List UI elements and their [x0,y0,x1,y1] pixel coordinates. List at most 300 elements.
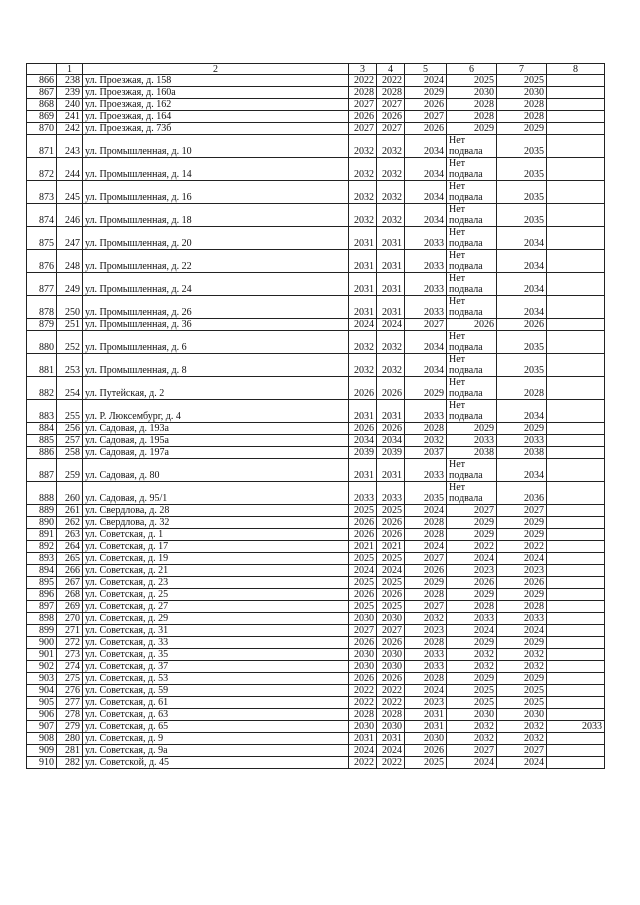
table-row [27,517,605,529]
year-col3-cell: 2032 [349,181,377,204]
address-cell: ул. Советская, д. 53 [83,673,349,685]
col6-cell: 2028 [447,99,497,111]
address-cell: ул. Садовая, д. 197а [83,447,349,459]
year-col7-cell: 2028 [497,377,547,400]
row-number-cell: 897 [27,601,57,613]
col8-cell [547,158,605,181]
table-row [27,319,605,331]
year-col3-cell: 2031 [349,250,377,273]
house-number-cell: 259 [57,459,83,482]
year-col4-cell: 2026 [377,517,405,529]
year-col3-cell: 2022 [349,685,377,697]
col8-cell [547,482,605,505]
year-col7-cell: 2035 [497,354,547,377]
year-col7-cell: 2026 [497,577,547,589]
house-number-cell: 253 [57,354,83,377]
year-col4-cell: 2031 [377,250,405,273]
year-col5-cell: 2028 [405,589,447,601]
year-col3-cell: 2024 [349,745,377,757]
row-number-cell: 899 [27,625,57,637]
year-col3-cell: 2025 [349,505,377,517]
col6-cell: 2027 [447,745,497,757]
year-col7-cell: 2025 [497,697,547,709]
row-number-cell: 880 [27,331,57,354]
col8-cell [547,319,605,331]
year-col3-cell: 2033 [349,482,377,505]
year-col5-cell: 2033 [405,250,447,273]
row-number-cell: 875 [27,227,57,250]
col6-cell: 2028 [447,601,497,613]
year-col3-cell: 2039 [349,447,377,459]
year-col3-cell: 2032 [349,331,377,354]
year-col3-cell: 2026 [349,637,377,649]
year-col7-cell: 2034 [497,227,547,250]
col6-cell: 2033 [447,613,497,625]
house-number-cell: 277 [57,697,83,709]
year-col3-cell: 2025 [349,553,377,565]
col8-cell [547,529,605,541]
col8-cell [547,649,605,661]
col8-cell [547,250,605,273]
table-row [27,589,605,601]
table-row [27,459,605,482]
row-number-cell: 873 [27,181,57,204]
col6-cell: 2022 [447,541,497,553]
year-col7-cell: 2032 [497,721,547,733]
col6-cell: 2038 [447,447,497,459]
year-col7-cell: 2035 [497,181,547,204]
col6-cell: 2029 [447,673,497,685]
year-col5-cell: 2032 [405,613,447,625]
year-col5-cell: 2032 [405,435,447,447]
table-row [27,577,605,589]
table-body [27,75,605,769]
address-cell: ул. Промышленная, д. 22 [83,250,349,273]
row-number-cell: 866 [27,75,57,87]
table-row [27,649,605,661]
house-number-cell: 269 [57,601,83,613]
row-number-cell: 882 [27,377,57,400]
year-col7-cell: 2030 [497,709,547,721]
col6-cell: Нет подвала [447,296,497,319]
col6-cell: 2026 [447,577,497,589]
address-cell: ул. Проезжая, д. 164 [83,111,349,123]
address-cell: ул. Промышленная, д. 36 [83,319,349,331]
table-row [27,227,605,250]
year-col7-cell: 2029 [497,637,547,649]
table-row [27,601,605,613]
row-number-cell: 894 [27,565,57,577]
row-number-cell: 890 [27,517,57,529]
year-col4-cell: 2028 [377,87,405,99]
col8-cell [547,87,605,99]
year-col5-cell: 2035 [405,482,447,505]
row-number-cell: 906 [27,709,57,721]
table-row [27,745,605,757]
row-number-cell: 869 [27,111,57,123]
house-number-cell: 282 [57,757,83,769]
year-col4-cell: 2022 [377,685,405,697]
house-number-cell: 275 [57,673,83,685]
address-cell: ул. Советская, д. 9 [83,733,349,745]
year-col7-cell: 2034 [497,459,547,482]
year-col4-cell: 2030 [377,721,405,733]
row-number-cell: 877 [27,273,57,296]
row-number-cell: 868 [27,99,57,111]
year-col3-cell: 2024 [349,319,377,331]
year-col4-cell: 2021 [377,541,405,553]
house-number-cell: 247 [57,227,83,250]
house-number-cell: 238 [57,75,83,87]
col8-cell [547,505,605,517]
year-col3-cell: 2032 [349,158,377,181]
year-col3-cell: 2026 [349,111,377,123]
col8-cell [547,637,605,649]
row-number-cell: 896 [27,589,57,601]
col6-cell: 2025 [447,75,497,87]
house-number-cell: 278 [57,709,83,721]
address-cell: ул. Садовая, д. 195а [83,435,349,447]
header-cell-7: 7 [497,64,547,75]
col8-cell [547,613,605,625]
year-col5-cell: 2026 [405,565,447,577]
col6-cell: 2030 [447,87,497,99]
table-row [27,721,605,733]
row-number-cell: 898 [27,613,57,625]
col8-cell [547,400,605,423]
year-col3-cell: 2032 [349,135,377,158]
house-number-cell: 249 [57,273,83,296]
year-col5-cell: 2034 [405,331,447,354]
address-cell: ул. Промышленная, д. 24 [83,273,349,296]
address-cell: ул. Советская, д. 31 [83,625,349,637]
table-row [27,181,605,204]
year-col5-cell: 2033 [405,227,447,250]
year-col4-cell: 2026 [377,589,405,601]
year-col4-cell: 2027 [377,123,405,135]
year-col3-cell: 2026 [349,529,377,541]
year-col5-cell: 2023 [405,625,447,637]
address-cell: ул. Промышленная, д. 14 [83,158,349,181]
col6-cell: Нет подвала [447,250,497,273]
house-number-cell: 271 [57,625,83,637]
year-col3-cell: 2027 [349,625,377,637]
address-cell: ул. Путейская, д. 2 [83,377,349,400]
col6-cell: Нет подвала [447,400,497,423]
year-col5-cell: 2033 [405,273,447,296]
year-col7-cell: 2034 [497,400,547,423]
col8-cell [547,99,605,111]
year-col3-cell: 2022 [349,75,377,87]
col8-cell [547,111,605,123]
year-col7-cell: 2029 [497,423,547,435]
col8-cell [547,75,605,87]
row-number-cell: 884 [27,423,57,435]
year-col3-cell: 2026 [349,423,377,435]
house-number-cell: 260 [57,482,83,505]
table-row [27,435,605,447]
col6-cell: Нет подвала [447,273,497,296]
house-number-cell: 272 [57,637,83,649]
year-col7-cell: 2032 [497,733,547,745]
year-col7-cell: 2029 [497,673,547,685]
row-number-cell: 879 [27,319,57,331]
table-row [27,529,605,541]
year-col7-cell: 2035 [497,158,547,181]
row-number-cell: 872 [27,158,57,181]
row-number-cell: 902 [27,661,57,673]
year-col3-cell: 2021 [349,541,377,553]
year-col4-cell: 2031 [377,459,405,482]
table-row [27,697,605,709]
year-col3-cell: 2030 [349,661,377,673]
col8-cell: 2033 [547,721,605,733]
house-number-cell: 258 [57,447,83,459]
address-cell: ул. Советская, д. 25 [83,589,349,601]
col6-cell: 2029 [447,517,497,529]
table-row [27,354,605,377]
row-number-cell: 885 [27,435,57,447]
year-col3-cell: 2027 [349,99,377,111]
year-col7-cell: 2029 [497,517,547,529]
table-row [27,709,605,721]
col6-cell: Нет подвала [447,135,497,158]
year-col5-cell: 2029 [405,577,447,589]
header-cell-1: 1 [57,64,83,75]
row-number-cell: 874 [27,204,57,227]
year-col3-cell: 2030 [349,649,377,661]
year-col5-cell: 2033 [405,400,447,423]
row-number-cell: 867 [27,87,57,99]
col8-cell [547,673,605,685]
col8-cell [547,589,605,601]
row-number-cell: 891 [27,529,57,541]
house-number-cell: 257 [57,435,83,447]
col6-cell: 2029 [447,423,497,435]
year-col4-cell: 2030 [377,613,405,625]
table-row [27,135,605,158]
year-col4-cell: 2031 [377,273,405,296]
year-col3-cell: 2030 [349,613,377,625]
house-number-cell: 276 [57,685,83,697]
col8-cell [547,123,605,135]
year-col5-cell: 2029 [405,87,447,99]
year-col5-cell: 2027 [405,553,447,565]
house-number-cell: 254 [57,377,83,400]
year-col7-cell: 2033 [497,613,547,625]
col8-cell [547,377,605,400]
header-cell-2: 2 [83,64,349,75]
year-col4-cell: 2026 [377,637,405,649]
year-col7-cell: 2026 [497,319,547,331]
col8-cell [547,709,605,721]
year-col4-cell: 2032 [377,181,405,204]
year-col3-cell: 2030 [349,721,377,733]
year-col5-cell: 2033 [405,661,447,673]
col6-cell: Нет подвала [447,158,497,181]
year-col3-cell: 2027 [349,123,377,135]
table-row [27,204,605,227]
year-col5-cell: 2027 [405,319,447,331]
row-number-cell: 903 [27,673,57,685]
address-cell: ул. Советская, д. 61 [83,697,349,709]
year-col7-cell: 2028 [497,601,547,613]
year-col5-cell: 2024 [405,505,447,517]
address-cell: ул. Советская, д. 59 [83,685,349,697]
address-cell: ул. Советская, д. 35 [83,649,349,661]
year-col7-cell: 2022 [497,541,547,553]
house-number-cell: 280 [57,733,83,745]
address-cell: ул. Проезжая, д. 160а [83,87,349,99]
year-col7-cell: 2023 [497,565,547,577]
table-row [27,111,605,123]
house-number-cell: 245 [57,181,83,204]
row-number-cell: 889 [27,505,57,517]
table-row [27,447,605,459]
year-col7-cell: 2034 [497,250,547,273]
row-number-cell: 871 [27,135,57,158]
year-col5-cell: 2031 [405,709,447,721]
header-cell-6: 6 [447,64,497,75]
row-number-cell: 905 [27,697,57,709]
year-col5-cell: 2033 [405,649,447,661]
year-col4-cell: 2026 [377,111,405,123]
year-col3-cell: 2026 [349,377,377,400]
col6-cell: 2028 [447,111,497,123]
row-number-cell: 908 [27,733,57,745]
year-col3-cell: 2031 [349,733,377,745]
col8-cell [547,435,605,447]
house-number-cell: 243 [57,135,83,158]
col6-cell: 2029 [447,637,497,649]
address-cell: ул. Советская, д. 33 [83,637,349,649]
year-col5-cell: 2028 [405,673,447,685]
year-col5-cell: 2028 [405,517,447,529]
col8-cell [547,577,605,589]
house-number-cell: 270 [57,613,83,625]
address-cell: ул. Советская, д. 21 [83,565,349,577]
year-col5-cell: 2028 [405,423,447,435]
table-row [27,423,605,435]
row-number-cell: 909 [27,745,57,757]
address-cell: ул. Советская, д. 23 [83,577,349,589]
house-number-cell: 279 [57,721,83,733]
address-cell: ул. Проезжая, д. 158 [83,75,349,87]
header-cell-3: 3 [349,64,377,75]
col8-cell [547,296,605,319]
col6-cell: 2025 [447,685,497,697]
table-row [27,673,605,685]
year-col4-cell: 2025 [377,577,405,589]
header-cell-5: 5 [405,64,447,75]
year-col7-cell: 2025 [497,75,547,87]
address-cell: ул. Советская, д. 63 [83,709,349,721]
year-col4-cell: 2026 [377,673,405,685]
year-col4-cell: 2032 [377,135,405,158]
year-col7-cell: 2032 [497,661,547,673]
col6-cell: 2033 [447,435,497,447]
house-number-cell: 265 [57,553,83,565]
col8-cell [547,733,605,745]
year-col5-cell: 2037 [405,447,447,459]
table-row [27,661,605,673]
year-col4-cell: 2032 [377,331,405,354]
year-col7-cell: 2027 [497,745,547,757]
house-number-cell: 255 [57,400,83,423]
year-col7-cell: 2027 [497,505,547,517]
year-col4-cell: 2031 [377,733,405,745]
row-number-cell: 892 [27,541,57,553]
year-col3-cell: 2031 [349,273,377,296]
year-col3-cell: 2026 [349,589,377,601]
col8-cell [547,697,605,709]
year-col5-cell: 2034 [405,354,447,377]
table-row [27,123,605,135]
address-cell: ул. Советская, д. 17 [83,541,349,553]
year-col3-cell: 2024 [349,565,377,577]
year-col4-cell: 2027 [377,99,405,111]
house-number-cell: 281 [57,745,83,757]
house-number-cell: 240 [57,99,83,111]
address-cell: ул. Промышленная, д. 16 [83,181,349,204]
year-col4-cell: 2033 [377,482,405,505]
year-col4-cell: 2024 [377,745,405,757]
house-number-cell: 274 [57,661,83,673]
year-col4-cell: 2026 [377,529,405,541]
col6-cell: 2029 [447,123,497,135]
year-col3-cell: 2034 [349,435,377,447]
col6-cell: Нет подвала [447,354,497,377]
year-col5-cell: 2034 [405,204,447,227]
year-col7-cell: 2028 [497,111,547,123]
year-col4-cell: 2031 [377,296,405,319]
year-col3-cell: 2032 [349,204,377,227]
col6-cell: 2032 [447,721,497,733]
house-number-cell: 248 [57,250,83,273]
year-col7-cell: 2024 [497,757,547,769]
address-cell: ул. Советской, д. 45 [83,757,349,769]
col6-cell: 2032 [447,661,497,673]
col6-cell: 2025 [447,697,497,709]
header-cell-4: 4 [377,64,405,75]
house-number-cell: 264 [57,541,83,553]
col8-cell [547,517,605,529]
year-col4-cell: 2027 [377,625,405,637]
col8-cell [547,459,605,482]
year-col5-cell: 2027 [405,111,447,123]
year-col5-cell: 2033 [405,296,447,319]
table-row [27,482,605,505]
year-col3-cell: 2028 [349,87,377,99]
col8-cell [547,273,605,296]
table-row [27,273,605,296]
year-col5-cell: 2029 [405,377,447,400]
year-col4-cell: 2032 [377,204,405,227]
table-row [27,757,605,769]
col8-cell [547,354,605,377]
col6-cell: 2024 [447,625,497,637]
row-number-cell: 910 [27,757,57,769]
col8-cell [547,227,605,250]
house-number-cell: 250 [57,296,83,319]
table-row [27,377,605,400]
house-number-cell: 239 [57,87,83,99]
year-col3-cell: 2031 [349,227,377,250]
house-number-cell: 241 [57,111,83,123]
address-cell: ул. Р. Люксембург, д. 4 [83,400,349,423]
house-number-cell: 262 [57,517,83,529]
year-col4-cell: 2034 [377,435,405,447]
